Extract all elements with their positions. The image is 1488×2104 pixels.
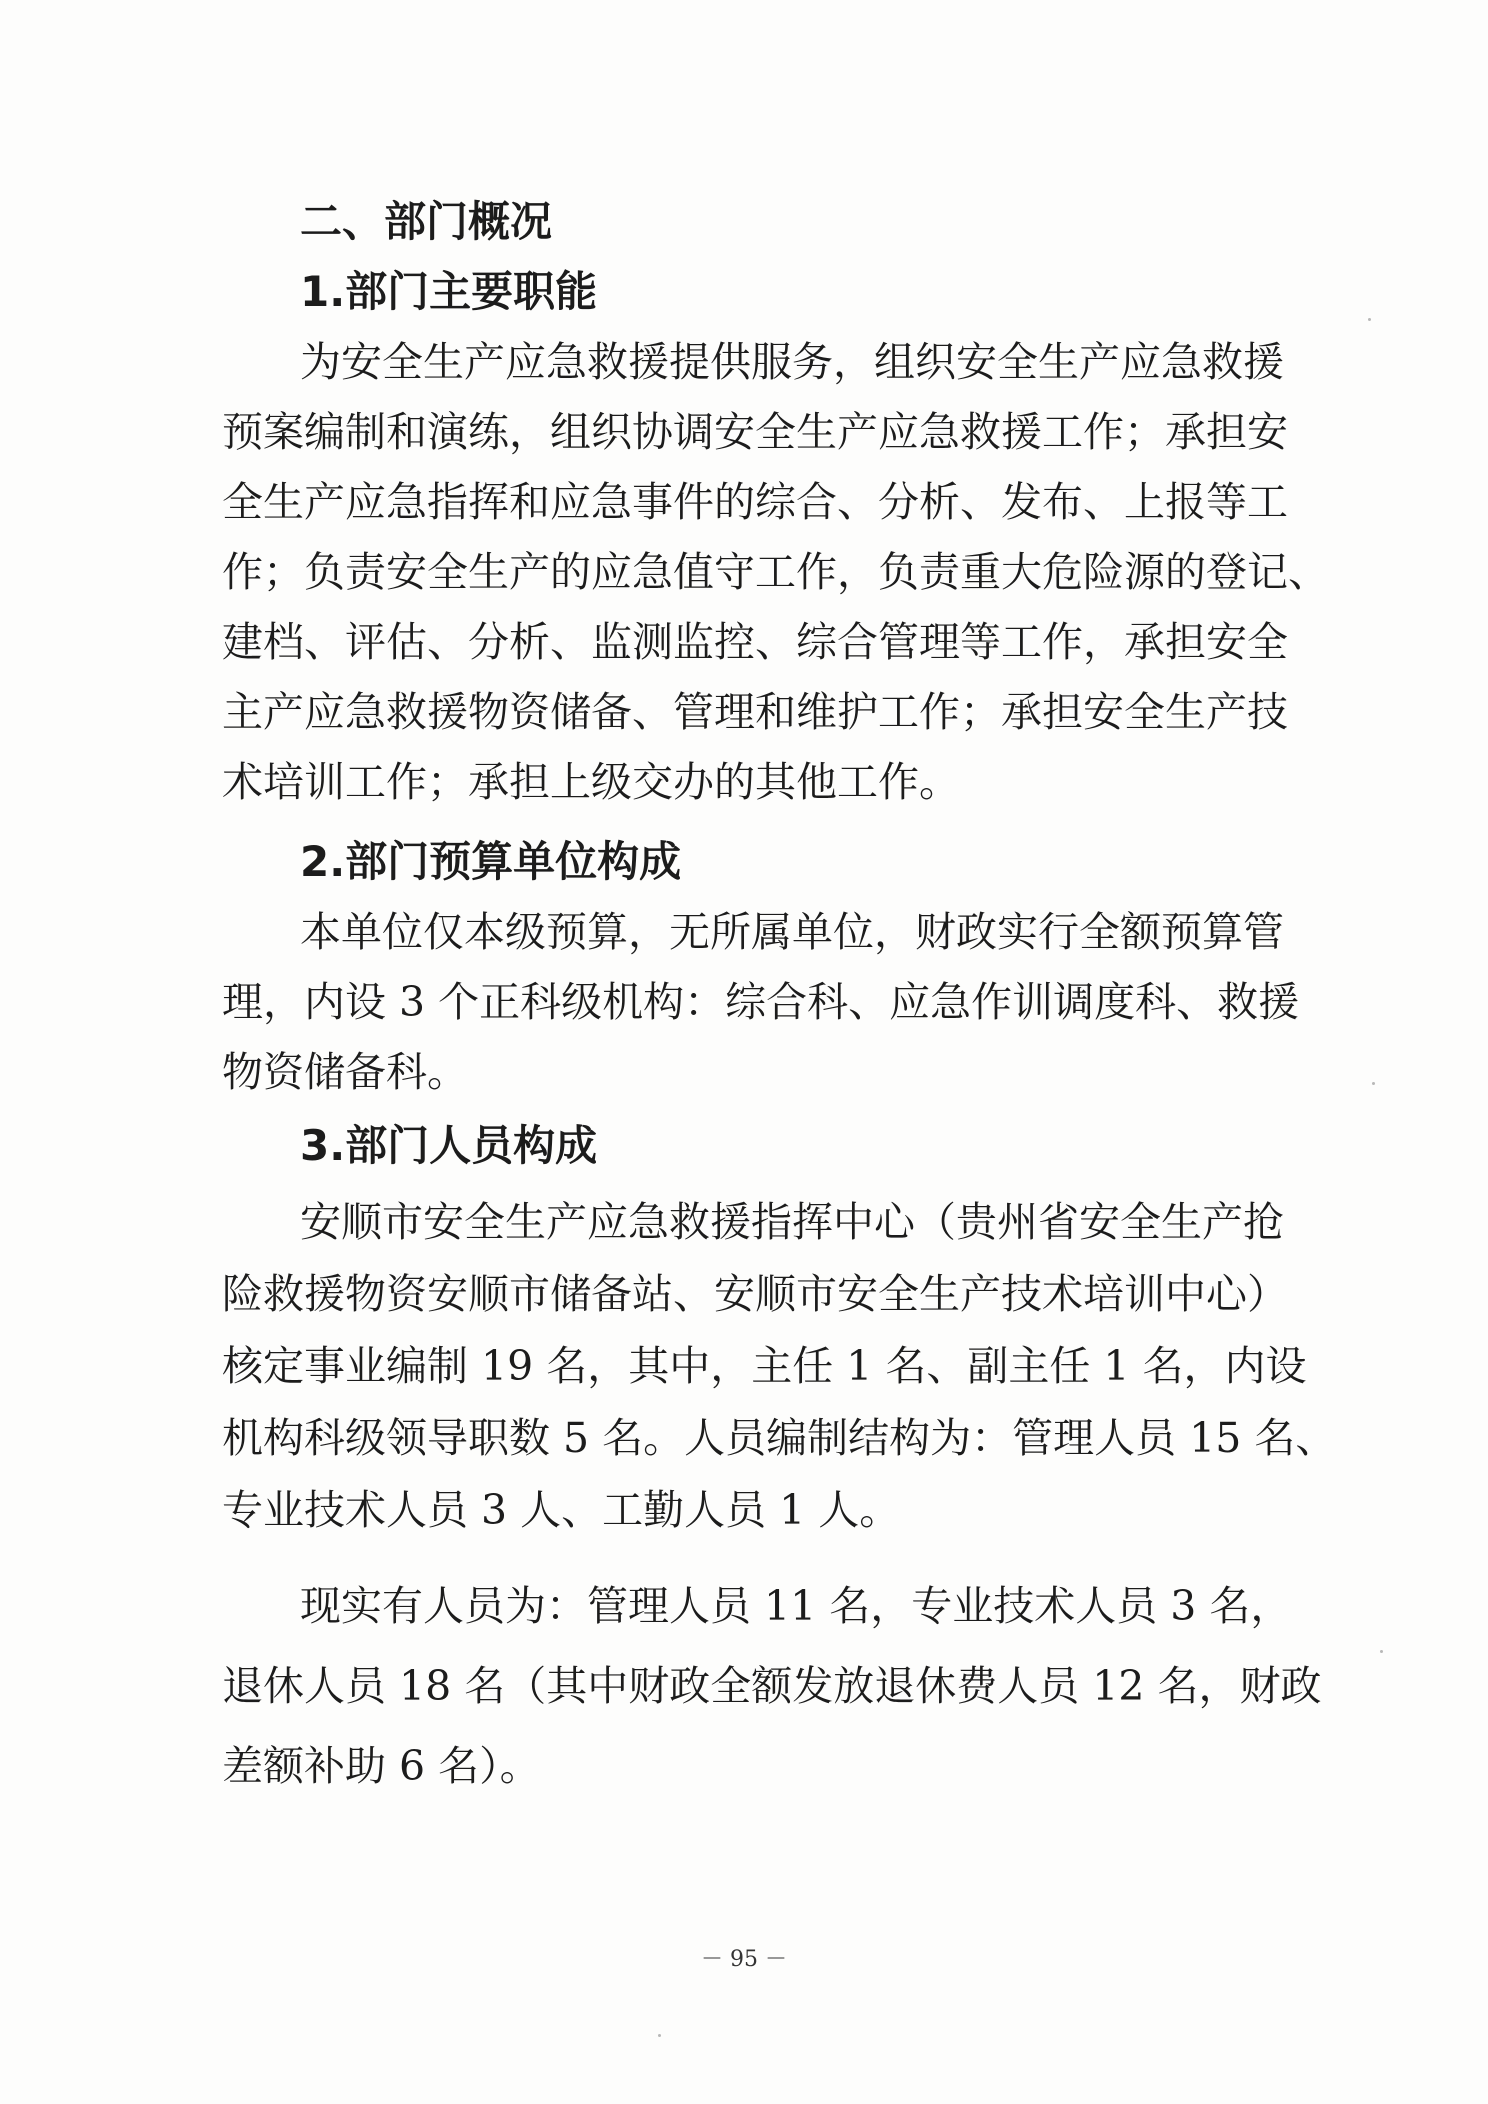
paragraph-line: 机构科级领导职数 5 名。人员编制结构为：管理人员 15 名、 bbox=[222, 1414, 1337, 1462]
paragraph-line: 全生产应急指挥和应急事件的综合、分析、发布、上报等工 bbox=[222, 478, 1288, 526]
subsection-title-functions: 1.部门主要职能 bbox=[300, 267, 598, 316]
paragraph-line: 安顺市安全生产应急救援指挥中心（贵州省安全生产抢 bbox=[300, 1198, 1284, 1246]
paragraph-line: 物资储备科。 bbox=[222, 1048, 468, 1096]
paragraph-line: 专业技术人员 3 人、工勤人员 1 人。 bbox=[222, 1486, 901, 1534]
subsection-title-budget-units: 2.部门预算单位构成 bbox=[300, 837, 682, 886]
paragraph-line: 预案编制和演练，组织协调安全生产应急救援工作；承担安 bbox=[222, 408, 1288, 456]
paragraph-line: 差额补助 6 名）。 bbox=[222, 1742, 541, 1790]
paragraph-line: 术培训工作；承担上级交办的其他工作。 bbox=[222, 758, 960, 806]
paragraph-line: 现实有人员为：管理人员 11 名，专业技术人员 3 名， bbox=[300, 1582, 1292, 1630]
scan-speck bbox=[658, 2034, 661, 2037]
section-heading: 二、部门概况 bbox=[300, 197, 553, 246]
page-number: － 95 － bbox=[701, 1947, 787, 1972]
paragraph-line: 建档、评估、分析、监测监控、综合管理等工作，承担安全 bbox=[222, 618, 1288, 666]
scan-speck bbox=[1380, 1650, 1383, 1653]
scan-speck bbox=[1372, 1082, 1375, 1085]
scan-speck bbox=[1368, 318, 1371, 321]
paragraph-line: 理，内设 3 个正科级机构：综合科、应急作训调度科、救援 bbox=[222, 978, 1300, 1026]
paragraph-line: 险救援物资安顺市储备站、安顺市安全生产技术培训中心） bbox=[222, 1270, 1288, 1318]
paragraph-line: 主产应急救援物资储备、管理和维护工作；承担安全生产技 bbox=[222, 688, 1288, 736]
paragraph-line: 核定事业编制 19 名，其中，主任 1 名、副主任 1 名，内设 bbox=[222, 1342, 1307, 1390]
subsection-title-personnel: 3.部门人员构成 bbox=[300, 1121, 598, 1170]
paragraph-line: 退休人员 18 名（其中财政全额发放退休费人员 12 名，财政 bbox=[222, 1662, 1322, 1710]
paragraph-line: 作；负责安全生产的应急值守工作，负责重大危险源的登记、 bbox=[222, 548, 1329, 596]
paragraph-line: 为安全生产应急救援提供服务，组织安全生产应急救援 bbox=[300, 338, 1284, 386]
paragraph-line: 本单位仅本级预算，无所属单位，财政实行全额预算管 bbox=[300, 908, 1284, 956]
